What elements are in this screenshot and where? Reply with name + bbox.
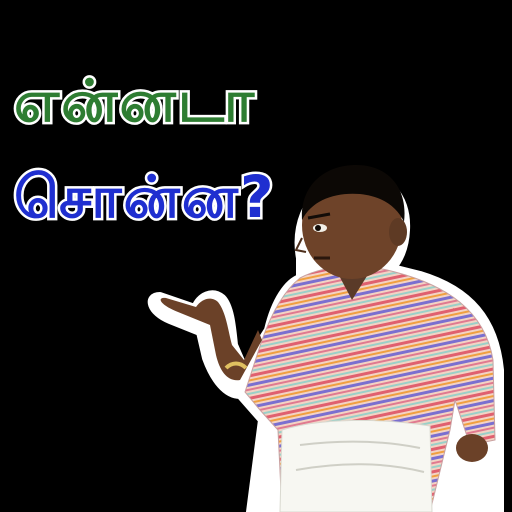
caption-line-1: என்னடா [14,67,257,135]
white-dhoti [280,420,432,512]
caption-line-2: சொன்ன? [14,163,276,231]
hand-at-waist [456,434,488,462]
